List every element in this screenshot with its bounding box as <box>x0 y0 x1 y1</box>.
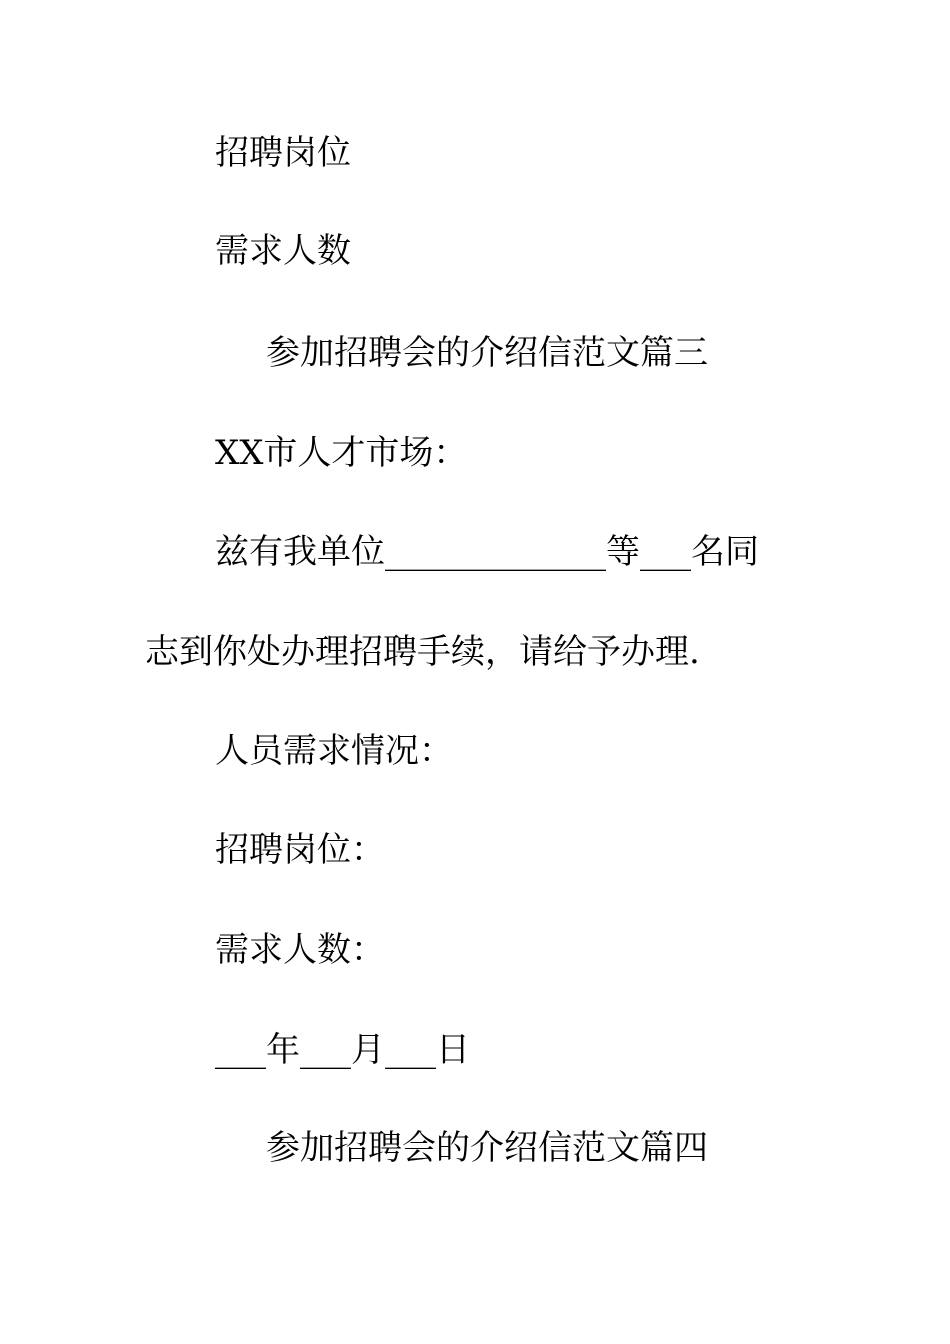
text-line-position: 招聘岗位 <box>215 133 351 173</box>
letter-body-line1: 兹有我单位_____________等___名同 <box>215 532 759 572</box>
staff-needs-heading: 人员需求情况： <box>215 731 453 771</box>
section-heading-part4: 参加招聘会的介绍信范文篇四 <box>266 1128 708 1168</box>
letter-body-line2: 志到你处办理招聘手续，请给予办理. <box>145 632 700 672</box>
section-heading-part3: 参加招聘会的介绍信范文篇三 <box>266 333 708 373</box>
text-line-headcount: 需求人数 <box>215 231 351 271</box>
headcount-field-label: 需求人数： <box>215 930 385 970</box>
position-field-label: 招聘岗位： <box>215 830 385 870</box>
letter-salutation: XX市人才市场： <box>215 433 468 473</box>
date-line: ___年___月___日 <box>215 1030 470 1070</box>
